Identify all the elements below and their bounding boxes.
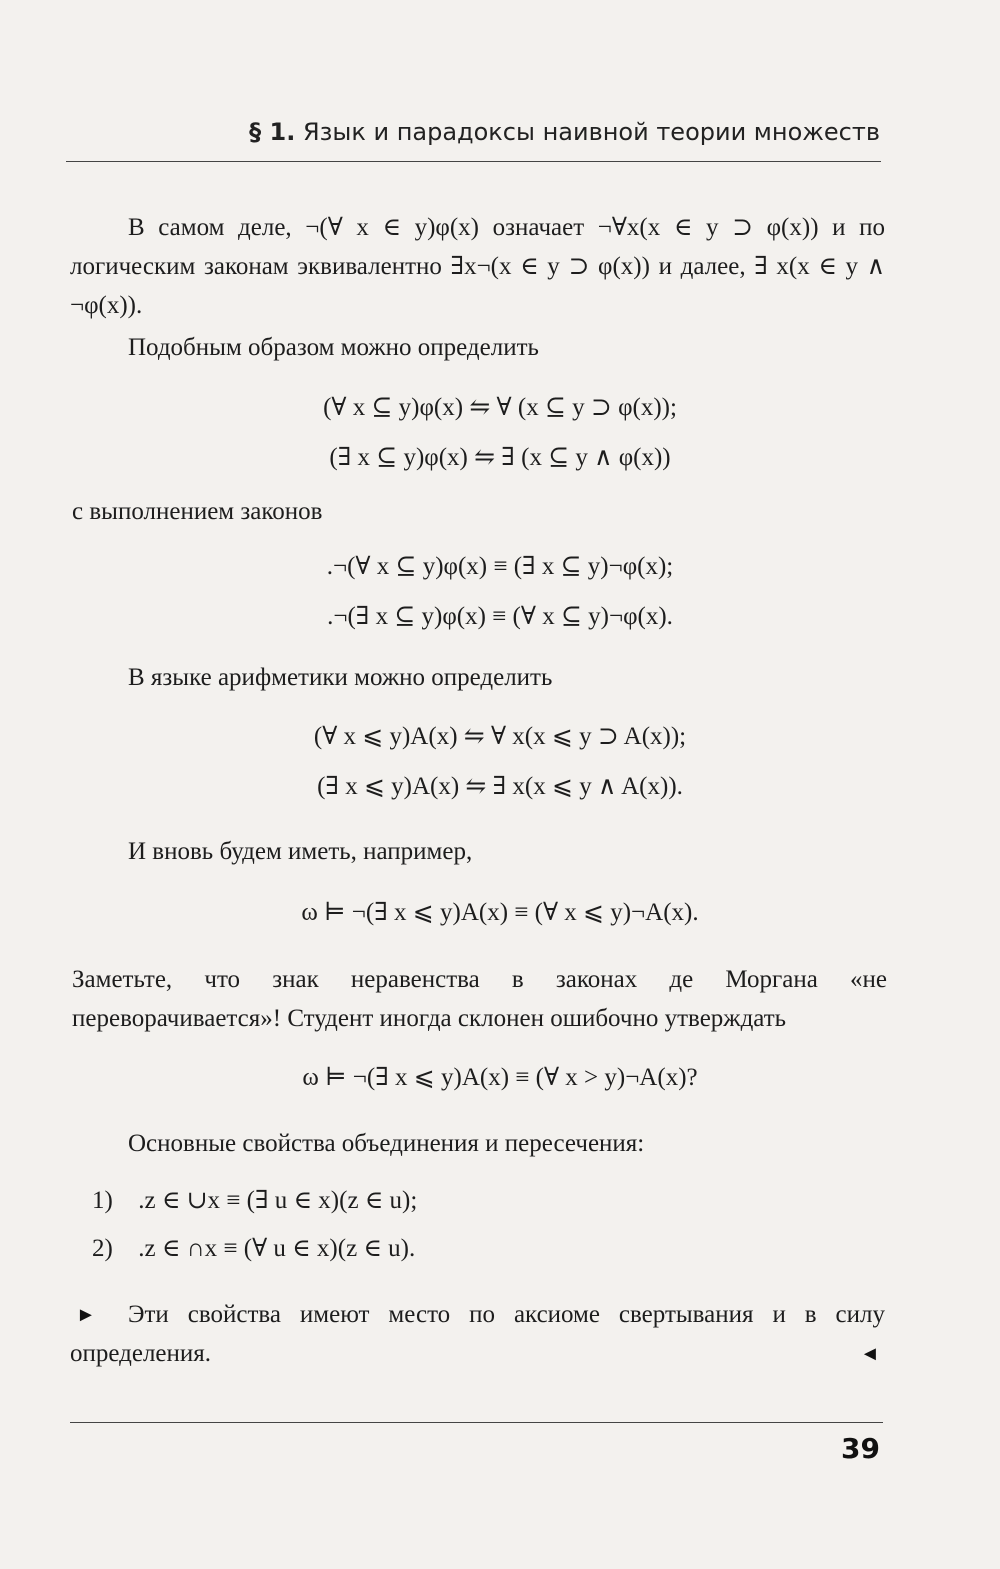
header-rule: [66, 161, 881, 162]
list-item-1: [92, 1185, 417, 1215]
page-number: 39: [841, 1432, 880, 1465]
formula-4: .¬(∃ x ⊆ y)φ(x) ≡ (∀ x ⊆ y)¬φ(x).: [327, 603, 673, 630]
proof-paragraph: Эти свойства имеют место по аксиоме свертывания и в силу определения.: [70, 1301, 885, 1367]
paragraph-2: Подобным образом можно определить: [128, 334, 539, 361]
formula-8: ω ⊨ ¬(∃ x ⩽ y)A(x) ≡ (∀ x > y)¬A(x)?: [302, 1064, 698, 1091]
proof-start-icon: ►: [76, 1304, 96, 1326]
list-item-number: 1): [92, 1187, 113, 1214]
list-item-formula: .z ∈ ∪x ≡ (∃ u ∈ x)(z ∈ u);: [138, 1187, 418, 1214]
paragraph-7: Основные свойства объединения и пересечения:: [128, 1130, 645, 1157]
proof-end-icon: ◄: [860, 1343, 880, 1365]
footer-rule: [70, 1422, 883, 1423]
running-header: [70, 118, 880, 146]
paragraph-5: И вновь будем иметь, например,: [128, 838, 473, 865]
formula-3: .¬(∀ x ⊆ y)φ(x) ≡ (∃ x ⊆ y)¬φ(x);: [326, 553, 674, 580]
formula-7: ω ⊨ ¬(∃ x ⩽ y)A(x) ≡ (∀ x ⩽ y)¬A(x).: [301, 899, 699, 926]
paragraph-3: с выполнением законов: [72, 498, 323, 525]
paragraph-6: Заметьте, что знак неравенства в законах де Моргана «не переворачивается»! Студент иногда склонен ошибочно утверждать: [72, 966, 887, 1032]
paragraph-1: В самом деле, ¬(∀ x ∈ y)φ(x) означает ¬∀x(x ∈ y ⊃ φ(x)) и по логическим законам эквивалентно ∃x¬(x ∈ y ⊃ φ(x)) и далее, ∃ x(x ∈ y ∧ ¬φ(x)).: [70, 214, 885, 319]
paragraph-4: В языке арифметики можно определить: [128, 664, 553, 691]
section-number: § 1.: [249, 118, 296, 146]
list-item-number: 2): [92, 1235, 113, 1262]
formula-1: (∀ x ⊆ y)φ(x) ⇋ ∀ (x ⊆ y ⊃ φ(x));: [323, 394, 677, 421]
formula-2: (∃ x ⊆ y)φ(x) ⇋ ∃ (x ⊆ y ∧ φ(x)): [329, 444, 671, 471]
formula-5: (∀ x ⩽ y)A(x) ⇋ ∀ x(x ⩽ y ⊃ A(x));: [313, 723, 687, 750]
list-item-2: [92, 1233, 415, 1263]
list-item-formula: .z ∈ ∩x ≡ (∀ u ∈ x)(z ∈ u).: [138, 1235, 416, 1262]
formula-6: (∃ x ⩽ y)A(x) ⇋ ∃ x(x ⩽ y ∧ A(x)).: [317, 773, 683, 800]
section-title: Язык и парадоксы наивной теории множеств: [302, 118, 880, 146]
